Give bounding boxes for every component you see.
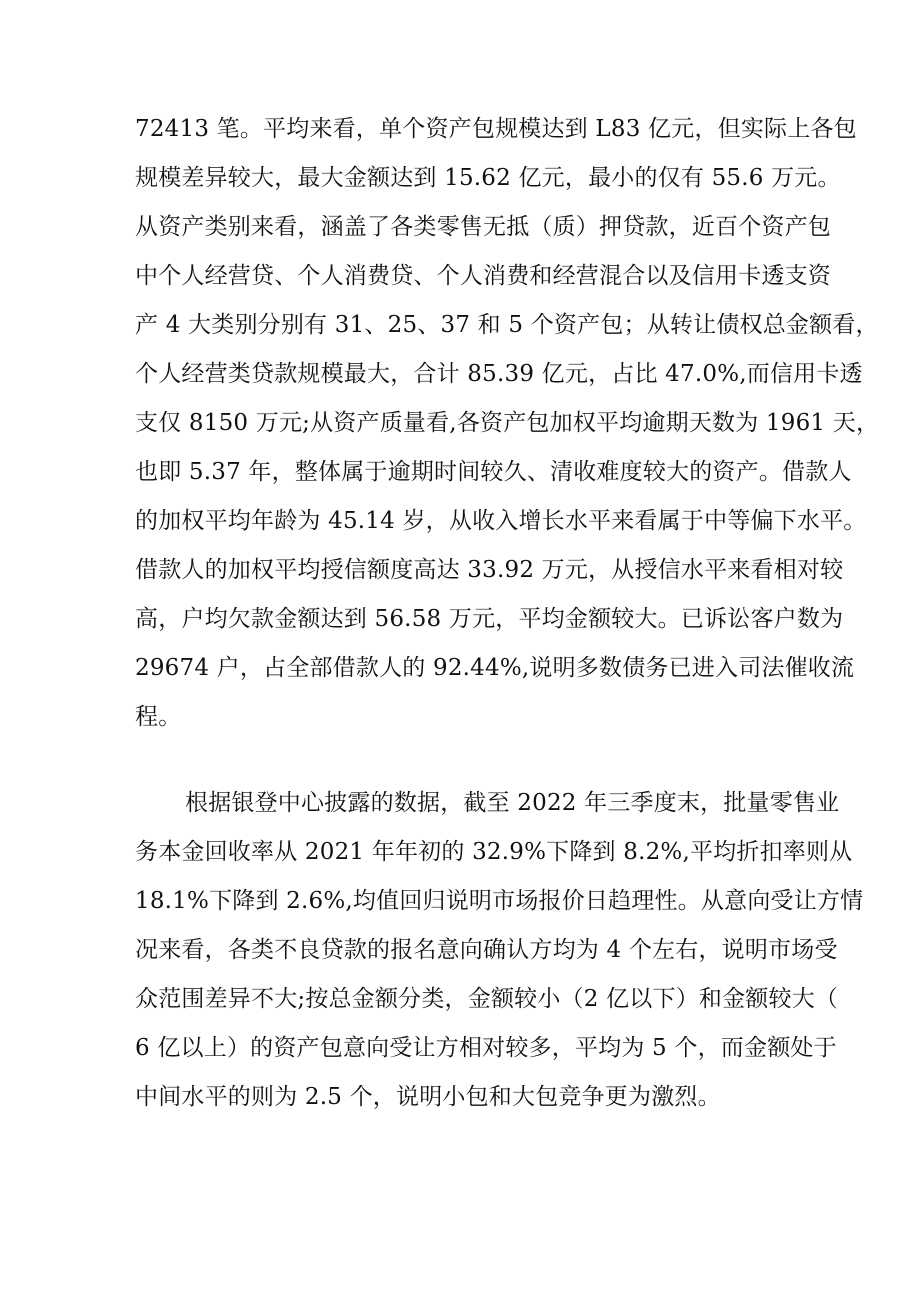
paragraph-1-line-11: 高，户均欠款金额达到 56.58 万元，平均金额较大。已诉讼客户数为 [135, 606, 844, 632]
paragraph-1-line-3: 从资产类别来看，涵盖了各类零售无抵（质）押贷款，近百个资产包 [135, 214, 831, 240]
paragraph-2-line-4: 况来看，各类不良贷款的报名意向确认方均为 4 个左右，说明市场受 [135, 937, 838, 963]
paragraph-2-line-6: 6 亿以上）的资产包意向受让方相对较多，平均为 5 个，而金额处于 [135, 1035, 837, 1061]
paragraph-1-line-8: 也即 5.37 年，整体属于逾期时间较久、清收难度较大的资产。借款人 [135, 459, 852, 485]
paragraph-1-line-5: 产 4 大类别分别有 31、25、37 和 5 个资产包；从转让债权总金额看， [135, 312, 879, 338]
paragraph-1-line-12: 29674 户，占全部借款人的 92.44%,说明多数债务已进入司法催收流 [135, 655, 855, 681]
paragraph-1-line-7: 支仅 8150 万元;从资产质量看,各资产包加权平均逾期天数为 1961 天， [135, 410, 880, 436]
paragraph-2-line-2: 务本金回收率从 2021 年年初的 32.9%下降到 8.2%,平均折扣率则从 [135, 839, 853, 865]
paragraph-2-line-3: 18.1%下降到 2.6%,均值回归说明市场报价日趋理性。从意向受让方情 [135, 888, 864, 914]
paragraph-1-line-13: 程。 [135, 704, 182, 730]
paragraph-1-line-9: 的加权平均年龄为 45.14 岁，从收入增长水平来看属于中等偏下水平。 [135, 508, 867, 534]
paragraph-2-line-7: 中间水平的则为 2.5 个，说明小包和大包竞争更为激烈。 [135, 1084, 721, 1110]
paragraph-1-line-4: 中个人经营贷、个人消费贷、个人消费和经营混合以及信用卡透支资 [135, 263, 831, 289]
paragraph-1-line-2: 规模差异较大，最大金额达到 15.62 亿元，最小的仅有 55.6 万元。 [135, 165, 841, 191]
paragraph-1-line-6: 个人经营类贷款规模最大，合计 85.39 亿元，占比 47.0%,而信用卡透 [135, 361, 863, 387]
paragraph-2-line-5: 众范围差异不大;按总金额分类，金额较小（2 亿以下）和金额较大（ [135, 986, 839, 1012]
paragraph-1-line-1: 72413 笔。平均来看，单个资产包规模达到 L83 亿元，但实际上各包 [135, 116, 857, 142]
paragraph-2-line-1: 根据银登中心披露的数据，截至 2022 年三季度末，批量零售业 [185, 790, 840, 816]
paragraph-1-line-10: 借款人的加权平均授信额度高达 33.92 万元，从授信水平来看相对较 [135, 557, 844, 583]
